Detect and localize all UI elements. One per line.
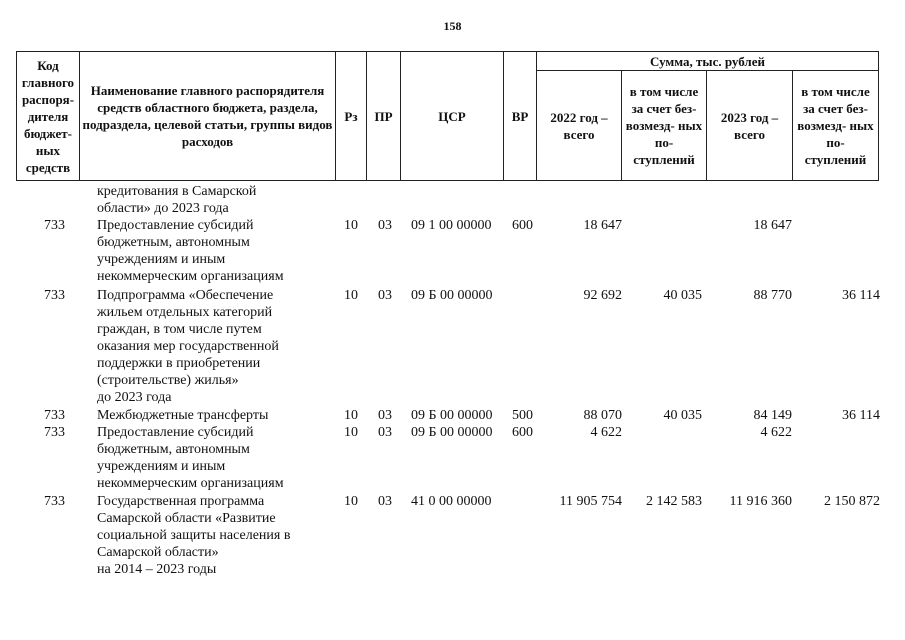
row-description-line: на 2014 – 2023 годы (97, 562, 217, 577)
row-code: 733 (44, 288, 65, 303)
row-description-line: жильем отдельных категорий (97, 305, 273, 320)
row-description-line: некоммерческим организациям (97, 269, 284, 284)
row-rz: 10 (344, 218, 358, 233)
header-rz: Рз (336, 52, 367, 181)
row-2023-total: 4 622 (760, 425, 792, 440)
row-csr: 41 0 00 00000 (411, 494, 492, 509)
header-csr: ЦСР (401, 52, 504, 181)
row-2022-free: 40 035 (663, 408, 702, 423)
row-rz: 10 (344, 288, 358, 303)
row-code: 733 (44, 425, 65, 440)
header-2022-free: в том числе за счет без- возмезд- ных по- ступлений (622, 71, 707, 181)
row-description-line: области» до 2023 года (97, 201, 229, 216)
row-description-line: Самарской области» (97, 545, 219, 560)
header-sum: Сумма, тыс. рублей (537, 52, 879, 71)
header-pr: ПР (367, 52, 401, 181)
row-2023-total: 88 770 (753, 288, 792, 303)
row-2023-free: 2 150 872 (824, 494, 880, 509)
row-description-line: (строительстве) жилья» (97, 373, 239, 388)
row-description-line: оказания мер государственной (97, 339, 279, 354)
row-description-line: Предоставление субсидий (97, 425, 254, 440)
row-description-line: учреждениям и иным (97, 459, 226, 474)
row-csr: 09 1 00 00000 (411, 218, 492, 233)
row-description-line: Предоставление субсидий (97, 218, 254, 233)
row-csr: 09 Б 00 00000 (411, 408, 493, 423)
header-2022-total: 2022 год – всего (537, 71, 622, 181)
header-vr: ВР (504, 52, 537, 181)
row-csr: 09 Б 00 00000 (411, 425, 493, 440)
row-2023-free: 36 114 (842, 288, 880, 303)
row-vr: 600 (512, 218, 533, 233)
row-pr: 03 (378, 408, 392, 423)
row-description-line: социальной защиты населения в (97, 528, 291, 543)
row-2023-free: 36 114 (842, 408, 880, 423)
row-description-line: бюджетным, автономным (97, 235, 250, 250)
row-code: 733 (44, 218, 65, 233)
row-vr: 600 (512, 425, 533, 440)
header-2023-free: в том числе за счет без- возмезд- ных по- ступлений (793, 71, 879, 181)
row-2023-total: 11 916 360 (729, 494, 792, 509)
row-vr: 500 (512, 408, 533, 423)
row-rz: 10 (344, 408, 358, 423)
row-description-line: Государственная программа (97, 494, 265, 509)
row-description-line: некоммерческим организациям (97, 476, 284, 491)
row-description-line: Межбюджетные трансферты (97, 408, 269, 423)
row-pr: 03 (378, 288, 392, 303)
header-code: Код главного распоря- дителя бюджет- ных средств (17, 52, 80, 181)
row-code: 733 (44, 408, 65, 423)
row-2022-total: 92 692 (583, 288, 622, 303)
row-pr: 03 (378, 218, 392, 233)
page-number: 158 (443, 19, 462, 33)
row-description-line: до 2023 года (97, 390, 172, 405)
table-header (16, 51, 879, 181)
row-csr: 09 Б 00 00000 (411, 288, 493, 303)
row-2022-total: 18 647 (583, 218, 622, 233)
row-rz: 10 (344, 425, 358, 440)
row-2022-total: 11 905 754 (559, 494, 622, 509)
row-2022-free: 40 035 (663, 288, 702, 303)
row-description-line: учреждениям и иным (97, 252, 226, 267)
row-description-line: граждан, в том числе путем (97, 322, 262, 337)
header-name: Наименование главного распорядителя средств областного бюджета, раздела, подраздела, целевой статьи, группы видов расходов (80, 52, 336, 181)
row-pr: 03 (378, 425, 392, 440)
row-2023-total: 18 647 (753, 218, 792, 233)
row-description-line: поддержки в приобретении (97, 356, 261, 371)
row-2022-free: 2 142 583 (646, 494, 702, 509)
row-pr: 03 (378, 494, 392, 509)
row-2022-total: 4 622 (590, 425, 622, 440)
row-2023-total: 84 149 (753, 408, 792, 423)
row-2022-total: 88 070 (583, 408, 622, 423)
row-description-line: Подпрограмма «Обеспечение (97, 288, 274, 303)
row-description-line: Самарской области «Развитие (97, 511, 276, 526)
row-description-line: бюджетным, автономным (97, 442, 250, 457)
header-2023-total: 2023 год – всего (707, 71, 793, 181)
row-rz: 10 (344, 494, 358, 509)
row-description-line: кредитования в Самарской (97, 184, 257, 199)
row-code: 733 (44, 494, 65, 509)
